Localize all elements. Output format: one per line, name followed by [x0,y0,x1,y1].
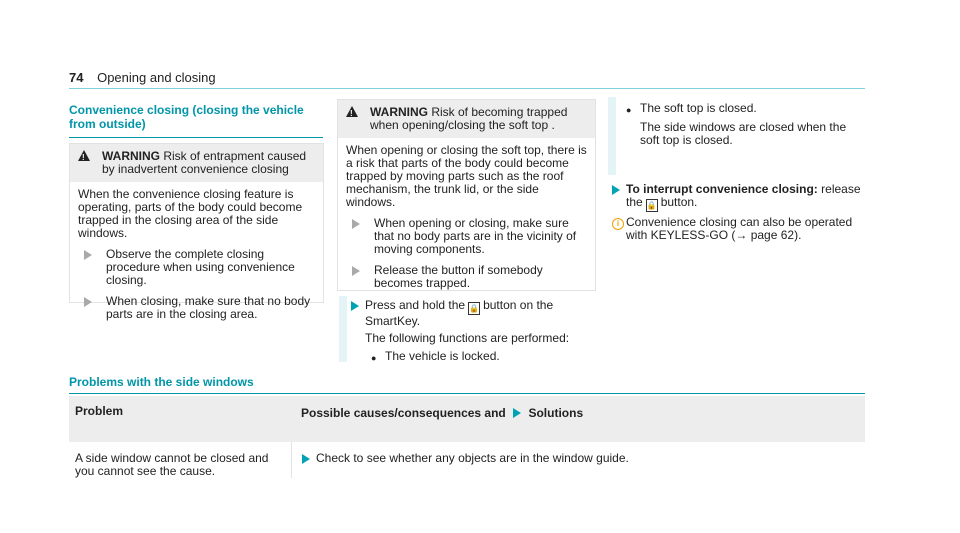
arrow-icon [84,297,92,307]
bullet-subtext: The side windows are closed when the soft top is closed. [640,120,847,147]
arrow-icon [352,266,360,276]
lock-key-icon: 🔒 [469,304,480,313]
press-text-a: Press and hold the [365,298,466,312]
warning-header [338,100,595,138]
step-text: When opening or closing, make sure that no body parts are in the vicinity of moving components. [374,216,577,256]
bullet-text: The soft top is closed. [640,101,757,115]
section-title-convenience-closing: Convenience closing (closing the vehicle from outside) [69,103,304,131]
arrow-icon [84,250,92,260]
warning-triangle-icon [346,106,370,132]
interrupt-text-b: button. [660,195,698,209]
bullet-text: The vehicle is locked. [385,349,500,363]
step-item [78,248,315,287]
arrow-icon [302,454,310,464]
step-item [346,217,587,256]
arrow-icon [612,185,620,195]
column-header-problem: Problem [75,404,124,418]
step-text: Observe the complete closing procedure when using convenience closing. [106,247,295,287]
solution-text: Check to see whether any objects are in the window guide. [316,451,629,465]
column-header-causes-text: Possible causes/consequences and [301,406,506,420]
interrupt-text-a: release the [626,182,861,209]
section-title-problems: Problems with the side windows [69,375,254,389]
column-header-solutions-text: Solutions [528,406,584,420]
warning-body [70,182,323,329]
warning-body-text: When opening or closing the soft top, there is a risk that parts of the body could become trapped by moving parts such as the roof mechanism, the trunk lid, or the side windows. [346,143,587,209]
warning-label: WARNING [102,149,160,163]
info-icon: i [612,218,624,230]
step-item [346,264,587,290]
warning-triangle-icon [78,150,102,176]
list-item [626,102,866,117]
right-column-text [626,102,866,147]
step-item [78,295,315,321]
page-header [69,70,216,85]
instruction-sidebar [608,97,616,175]
warning-body-text: When the convenience closing feature is operating, parts of the body could become trapped in the closing area of the side windows. [78,187,303,240]
header-rule [69,88,865,89]
press-text-b: button on the SmartKey. [365,298,554,328]
bullet-icon: ● [626,105,632,115]
section-rule [69,393,865,394]
warning-body [338,138,595,298]
problems-section [69,375,865,394]
interrupt-bold: To interrupt convenience closing: [626,182,818,196]
press-instruction [351,299,591,365]
warning-text: Risk of entrapment caused by inadvertent convenience closing [102,149,307,176]
lock-key-icon: 🔒 [646,201,657,210]
functions-text: The following functions are performed: [365,331,570,345]
info-note [612,216,862,242]
bullet-icon: ● [371,353,377,363]
warning-text: Risk of becoming trapped when opening/closing the soft top . [370,105,568,132]
table-row [69,442,865,478]
arrow-icon [351,301,359,311]
warning-label: WARNING [370,105,428,119]
step-text: When closing, make sure that no body parts are in the closing area. [106,294,311,321]
problems-table [69,396,865,478]
arrow-icon [513,408,521,418]
step-text: Release the button if somebody becomes trapped. [374,263,543,290]
instruction-sidebar [339,296,347,362]
warning-box-soft-top [337,99,596,291]
interrupt-instruction [612,183,862,242]
warning-header [70,144,323,182]
problem-cell: A side window cannot be closed and you cannot see the cause. [75,451,269,478]
list-item [371,350,591,365]
table-header [69,396,865,442]
solution-cell [291,442,865,478]
warning-box-entrapment [69,143,324,321]
chapter-title: Opening and closing [97,70,216,85]
column-header-solutions [291,396,865,442]
left-column [69,103,323,138]
page-number: 74 [69,70,84,85]
info-text: Convenience closing can also be operated with KEYLESS-GO (→ page 62). [626,215,853,242]
section-rule [69,137,323,138]
arrow-icon [352,219,360,229]
